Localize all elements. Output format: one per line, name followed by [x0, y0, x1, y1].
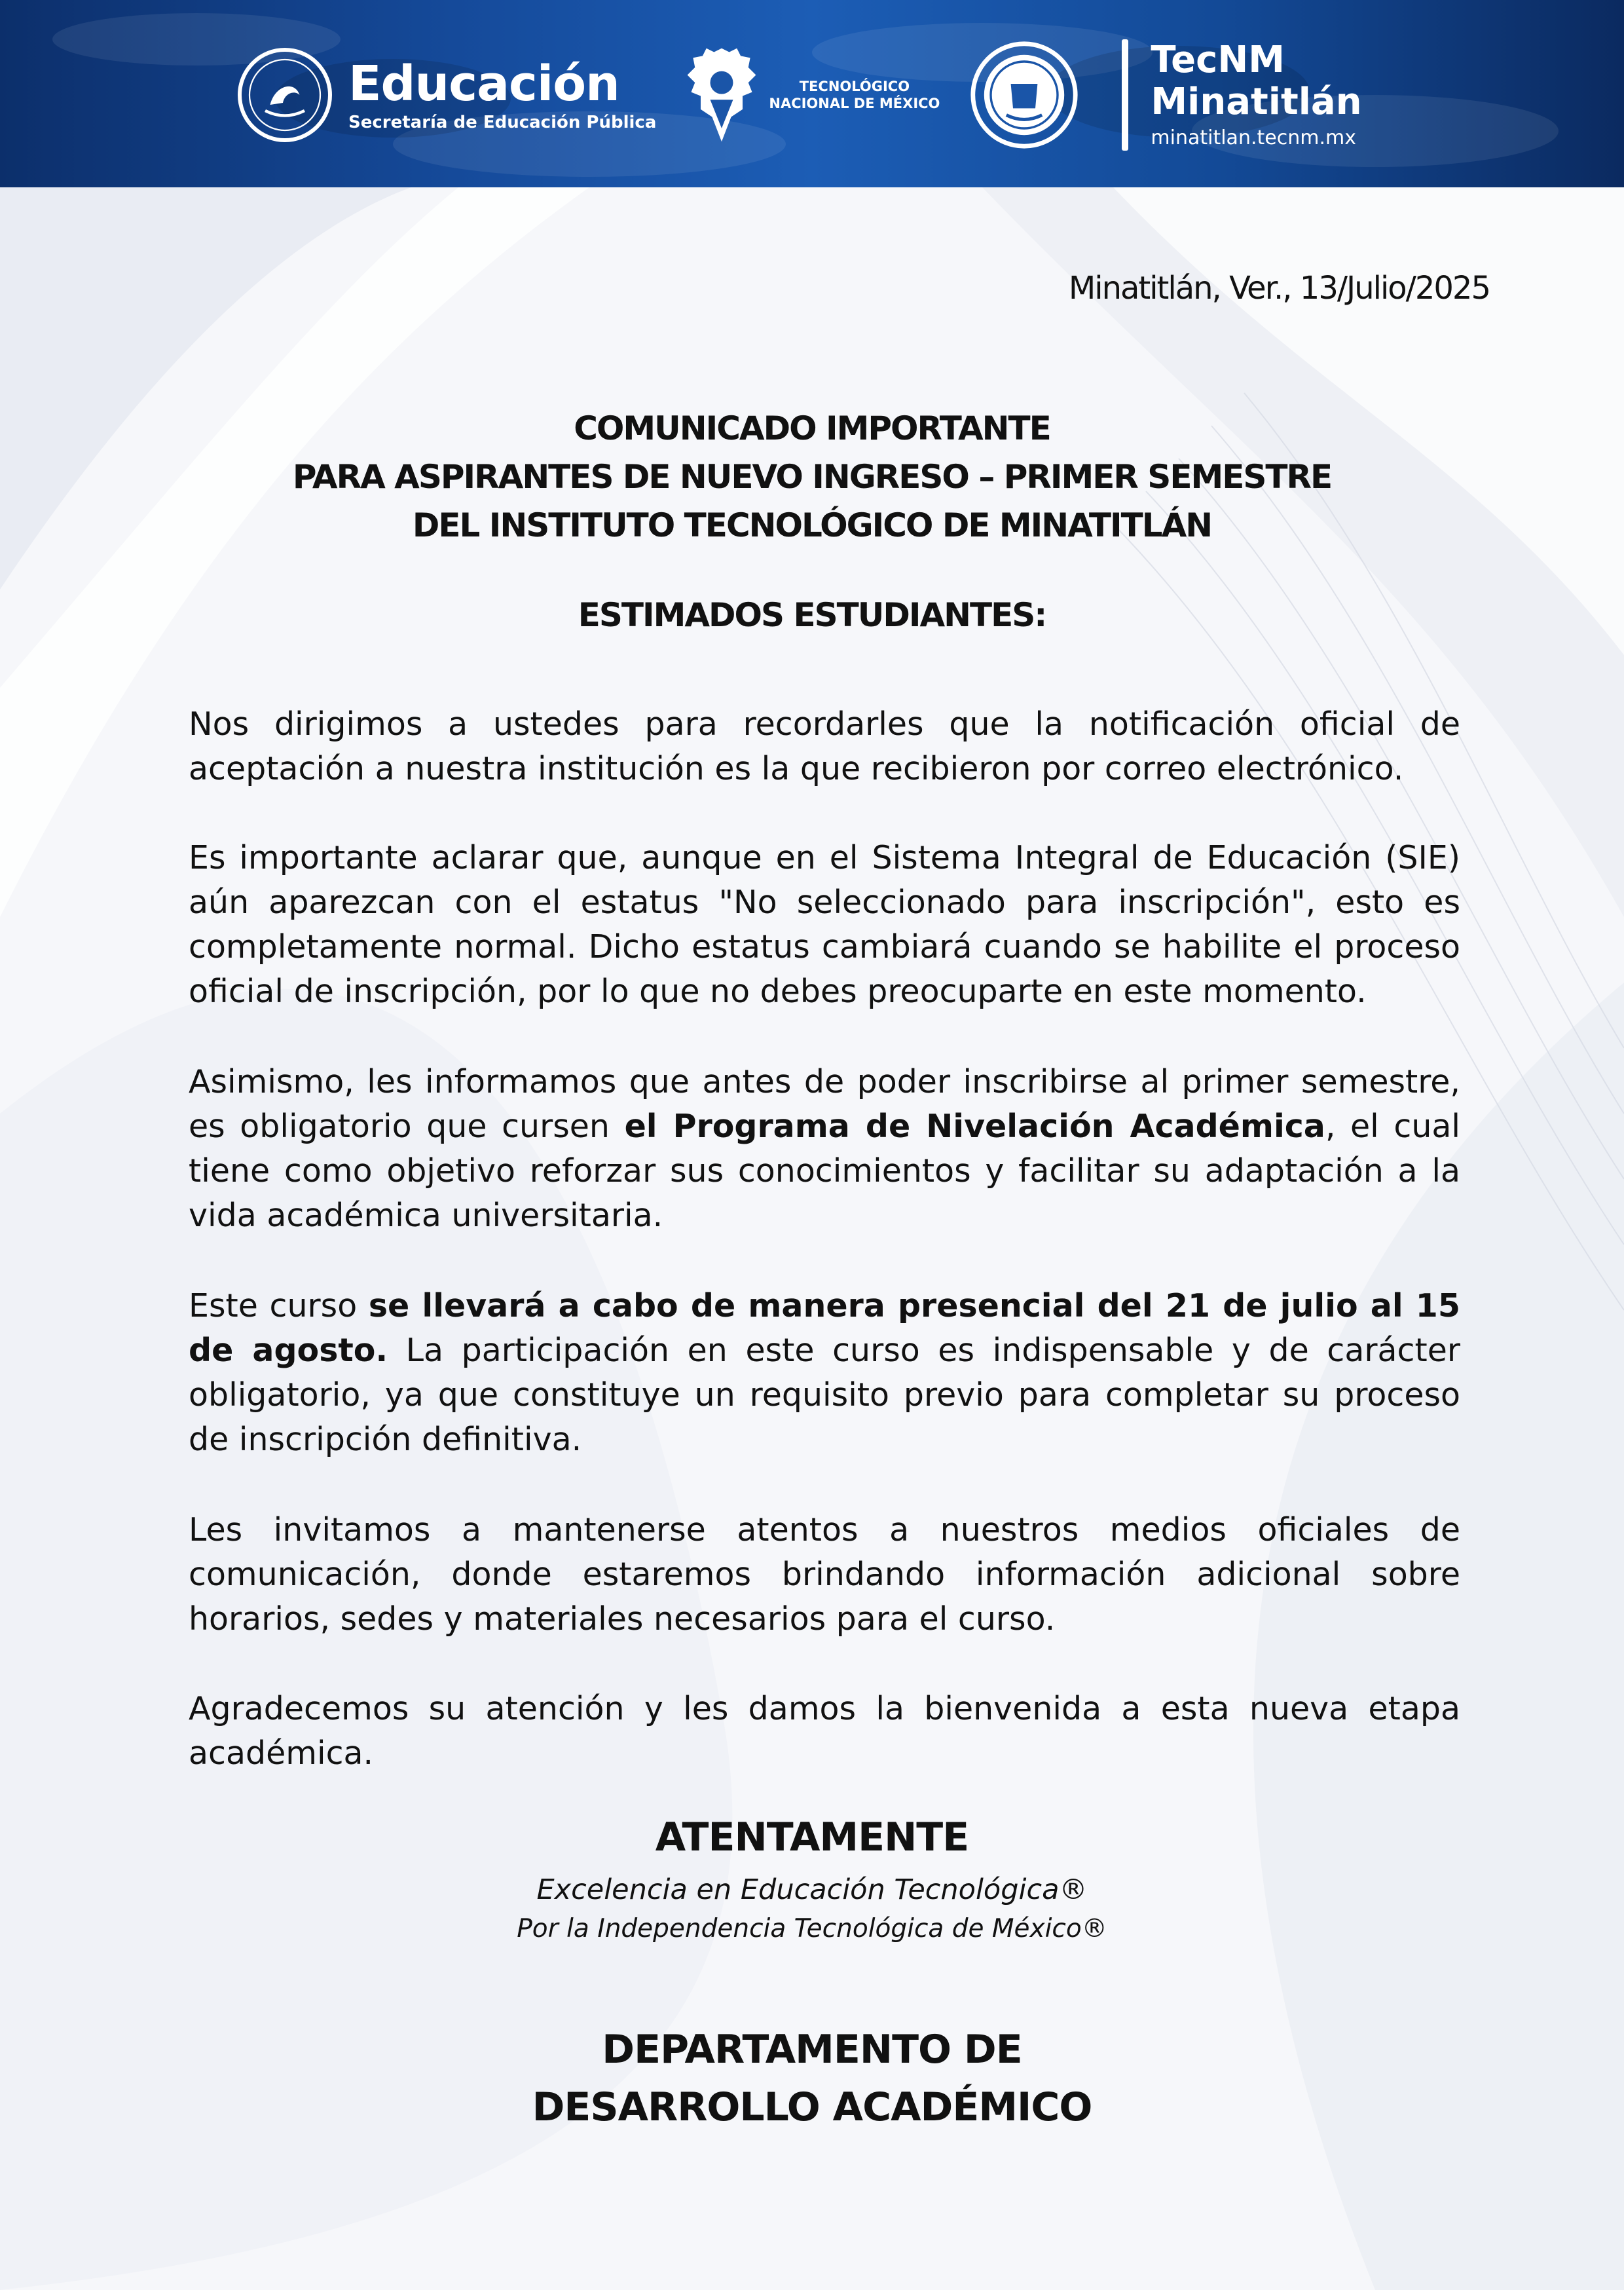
- campus-url: minatitlan.tecnm.mx: [1151, 126, 1356, 149]
- tecnm-label-line1: TECNOLÓGICO: [799, 79, 910, 94]
- paragraph-5: Les invitamos a mantenerse atentos a nuestros medios oficiales de comunicación, donde estaremos brindando información adicional sobre horarios, sedes y materiales necesarios para el curso.: [189, 1511, 1460, 1638]
- greeting: ESTIMADOS ESTUDIANTES:: [578, 596, 1046, 634]
- mexico-seal-icon: [236, 46, 334, 144]
- closing-heading: ATENTAMENTE: [655, 1814, 969, 1860]
- paragraph-4: [189, 1284, 1460, 1462]
- tecnm-label-line2: NACIONAL DE MÉXICO: [769, 96, 940, 111]
- letter-date: Minatitlán, Ver., 13/Julio/2025: [1068, 270, 1490, 307]
- department-block: [0, 2021, 1624, 2136]
- paragraph-3: [189, 1060, 1460, 1238]
- paragraph-4-part-c: La participación en este curso es indispensable y de carácter obligatorio, ya que constituye un requisito previo para completar su proceso de inscripción definitiva.: [189, 1332, 1460, 1458]
- department-line-1: DEPARTAMENTO DE: [602, 2027, 1022, 2073]
- motto-2: Por la Independencia Tecnológica de México®: [517, 1914, 1107, 1943]
- department-line-2: DESARROLLO ACADÉMICO: [532, 2084, 1092, 2130]
- paragraph-3-bold: el Programa de Nivelación Académica: [624, 1108, 1325, 1145]
- title-line-3: DEL INSTITUTO TECNOLÓGICO DE MINATITLÁN: [412, 506, 1212, 544]
- paragraph-3-part-c: , el cual tiene como objetivo reforzar sus conocimientos y facilitar su adaptación a la vida académica universitaria.: [189, 1108, 1461, 1234]
- header-banner: [0, 0, 1624, 187]
- tecnm-gear-icon: [682, 43, 761, 147]
- itm-seal-icon: [969, 39, 1080, 151]
- paragraph-4-bold: se llevará a cabo de manera presencial del 21 de julio al 15 de agosto.: [189, 1287, 1460, 1369]
- paragraph-1: Nos dirigimos a ustedes para recordarles que la notificación oficial de aceptación a nuestra institución es la que recibieron por correo electrónico.: [189, 705, 1460, 787]
- paragraph-4-part-a: Este curso: [189, 1287, 369, 1324]
- title-line-2: PARA ASPIRANTES DE NUEVO INGRESO – PRIMER SEMESTRE: [292, 458, 1332, 496]
- signature-block: [0, 1814, 1624, 1943]
- paragraph-3-part-a: Asimismo, les informamos que antes de poder inscribirse al primer semestre, es obligatorio que cursen: [189, 1063, 1460, 1145]
- paragraph-6: Agradecemos su atención y les damos la bienvenida a esta nueva etapa académica.: [189, 1690, 1460, 1772]
- motto-1: Excelencia en Educación Tecnológica®: [536, 1873, 1088, 1906]
- header-divider: [1122, 39, 1128, 151]
- letter-title: [0, 404, 1624, 550]
- title-line-1: COMUNICADO IMPORTANTE: [574, 409, 1050, 447]
- paragraph-2: Es importante aclarar que, aunque en el Sistema Integral de Educación (SIE) aún aparezcan con el estatus "No seleccionado para inscripción", esto es completamente normal. Dicho estatus cambiará cuando se habilite el proceso oficial de inscripción, por lo que no debes preocuparte en este momento.: [189, 839, 1460, 1010]
- education-title: Educación: [348, 56, 619, 112]
- campus-title-2: Minatitlán: [1151, 81, 1362, 123]
- education-subtitle: Secretaría de Educación Pública: [348, 113, 657, 132]
- campus-title-1: TecNM: [1151, 39, 1285, 81]
